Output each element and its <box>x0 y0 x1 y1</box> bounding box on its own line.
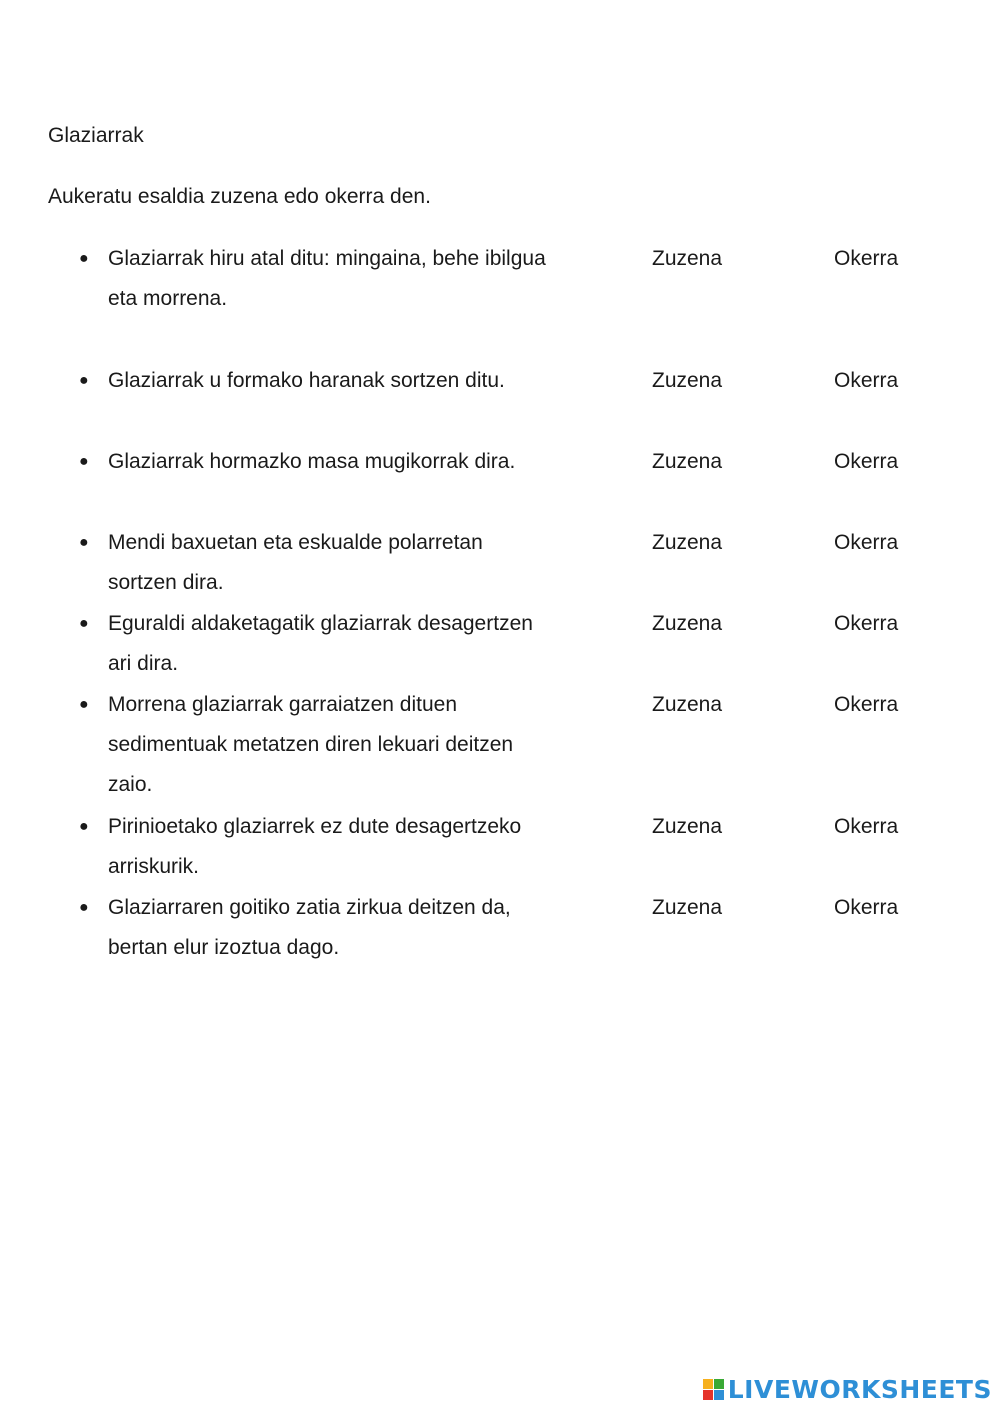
question-text: Glaziarrak hormazko masa mugikorrak dira. <box>108 450 516 473</box>
bullet-icon: ● <box>79 453 89 470</box>
option-okerra[interactable]: Okerra <box>834 369 899 392</box>
bullet-icon: ● <box>79 696 89 713</box>
option-okerra[interactable]: Okerra <box>834 815 899 838</box>
option-zuzena[interactable]: Zuzena <box>652 369 723 392</box>
question-text: Glaziarraren goitiko zatia zirkua deitzen da, bertan elur izoztua dago. <box>108 896 511 959</box>
bullet-icon: ● <box>79 818 89 835</box>
option-zuzena[interactable]: Zuzena <box>652 612 723 635</box>
option-okerra[interactable]: Okerra <box>834 531 899 554</box>
option-zuzena[interactable]: Zuzena <box>652 693 723 716</box>
logo-square <box>703 1390 713 1400</box>
instructions: Aukeratu esaldia zuzena edo okerra den. <box>48 185 431 208</box>
bullet-icon: ● <box>79 899 89 916</box>
bullet-icon: ● <box>79 615 89 632</box>
question-text: Mendi baxuetan eta eskualde polarretan sortzen dira. <box>108 531 483 594</box>
option-okerra[interactable]: Okerra <box>834 450 899 473</box>
page-title: Glaziarrak <box>48 124 144 147</box>
question-text: Pirinioetako glaziarrek ez dute desagertzeko arriskurik. <box>108 815 522 878</box>
liveworksheets-icon <box>703 1379 724 1400</box>
option-okerra[interactable]: Okerra <box>834 247 899 270</box>
bullet-icon: ● <box>79 250 89 267</box>
bullet-icon: ● <box>79 534 89 551</box>
option-zuzena[interactable]: Zuzena <box>652 815 723 838</box>
logo-text: LIVEWORKSHEETS <box>727 1375 992 1404</box>
question-text: Morrena glaziarrak garraiatzen dituen sedimentuak metatzen diren lekuari deitzen zaio. <box>108 693 514 796</box>
logo-square <box>714 1390 724 1400</box>
question-text: Glaziarrak hiru atal ditu: mingaina, behe ibilgua eta morrena. <box>108 247 546 310</box>
option-okerra[interactable]: Okerra <box>834 612 899 635</box>
option-zuzena[interactable]: Zuzena <box>652 531 723 554</box>
option-okerra[interactable]: Okerra <box>834 896 899 919</box>
question-text: Glaziarrak u formako haranak sortzen ditu. <box>108 369 505 392</box>
option-zuzena[interactable]: Zuzena <box>652 450 723 473</box>
logo-square <box>714 1379 724 1389</box>
option-zuzena[interactable]: Zuzena <box>652 247 723 270</box>
bullet-icon: ● <box>79 372 89 389</box>
option-okerra[interactable]: Okerra <box>834 693 899 716</box>
option-zuzena[interactable]: Zuzena <box>652 896 723 919</box>
liveworksheets-logo <box>703 1375 992 1404</box>
logo-square <box>703 1379 713 1389</box>
question-text: Eguraldi aldaketagatik glaziarrak desagertzen ari dira. <box>108 612 533 675</box>
